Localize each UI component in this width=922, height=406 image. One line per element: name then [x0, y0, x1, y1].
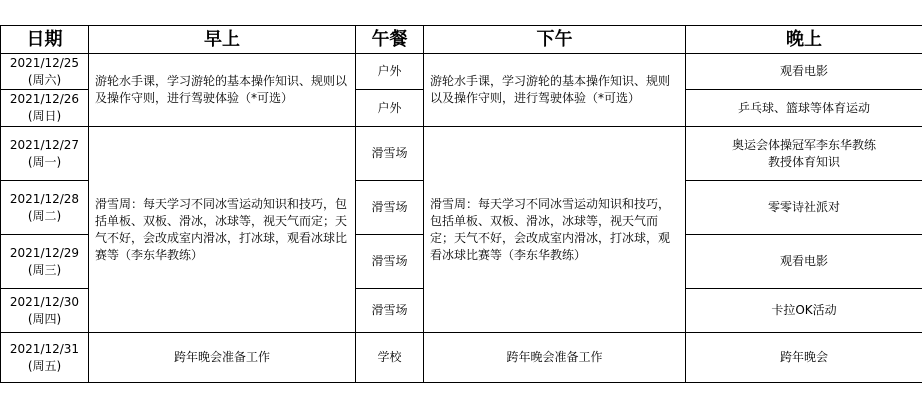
date-cell: 2021/12/26 (周日): [1, 90, 89, 127]
lunch-cell: 滑雪场: [356, 181, 424, 235]
morning-ski-cell: 滑雪周：每天学习不同冰雪运动知识和技巧，包括单板、双板、滑冰，冰球等，视天气而定；天气不好，会改成室内滑冰，打冰球，观看冰球比赛等（李东华教练）: [89, 127, 356, 333]
header-evening: 晚上: [686, 26, 922, 54]
morning-cell: 跨年晚会准备工作: [89, 333, 356, 383]
lunch-cell: 户外: [356, 54, 424, 90]
evening-cell: 跨年晚会: [686, 333, 922, 383]
evening-cell: 奥运会体操冠军李东华教练 教授体育知识: [686, 127, 922, 181]
schedule-table: [0, 25, 922, 383]
evening-cell: 乒乓球、篮球等体育运动: [686, 90, 922, 127]
lunch-cell: 户外: [356, 90, 424, 127]
header-lunch: 午餐: [356, 26, 424, 54]
date-cell: 2021/12/27 (周一): [1, 127, 89, 181]
afternoon-cell: 跨年晚会准备工作: [424, 333, 686, 383]
lunch-cell: 滑雪场: [356, 127, 424, 181]
table-row: [1, 127, 922, 181]
lunch-cell: 滑雪场: [356, 289, 424, 333]
header-morning: 早上: [89, 26, 356, 54]
afternoon-sailing-cell: 游轮水手课，学习游轮的基本操作知识、规则以及操作守则，进行驾驶体验（*可选）: [424, 54, 686, 127]
afternoon-ski-cell: 滑雪周：每天学习不同冰雪运动知识和技巧，包括单板、双板、滑冰，冰球等，视天气而定；天气不好，会改成室内滑冰，打冰球，观看冰球比赛等（李东华教练）: [424, 127, 686, 333]
header-afternoon: 下午: [424, 26, 686, 54]
evening-cell: 卡拉OK活动: [686, 289, 922, 333]
date-cell: 2021/12/28 (周二): [1, 181, 89, 235]
date-cell: 2021/12/29 (周三): [1, 235, 89, 289]
header-date: 日期: [1, 26, 89, 54]
lunch-cell: 滑雪场: [356, 235, 424, 289]
header-row: [1, 26, 922, 54]
evening-cell: 观看电影: [686, 54, 922, 90]
table-row: [1, 333, 922, 383]
date-cell: 2021/12/25 (周六): [1, 54, 89, 90]
morning-sailing-cell: 游轮水手课，学习游轮的基本操作知识、规则以及操作守则，进行驾驶体验（*可选）: [89, 54, 356, 127]
lunch-cell: 学校: [356, 333, 424, 383]
table-row: [1, 54, 922, 90]
evening-cell: 观看电影: [686, 235, 922, 289]
evening-cell: 零零诗社派对: [686, 181, 922, 235]
date-cell: 2021/12/31 (周五): [1, 333, 89, 383]
date-cell: 2021/12/30 (周四): [1, 289, 89, 333]
